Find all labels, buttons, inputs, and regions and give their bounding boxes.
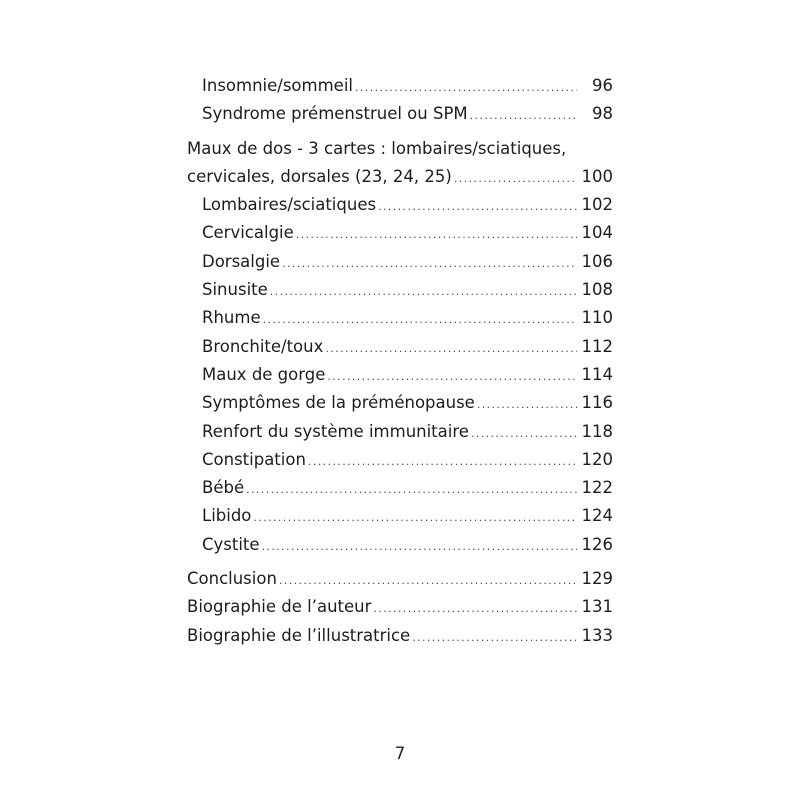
dot-leader [470,102,577,130]
toc-entry-spm [187,100,613,128]
toc-entry-page: 100 [581,166,613,186]
toc-entry-rhume [187,304,613,332]
toc-entry-insomnie [187,72,613,100]
toc-entry-page: 131 [581,597,613,617]
toc-entry-label: Sinusite [202,280,268,300]
toc-entry-bio-illustratrice [187,622,613,650]
dot-leader [270,278,577,306]
toc-entry-bebe [187,474,613,502]
dot-leader [296,221,577,249]
table-of-contents [187,72,613,650]
dot-leader [355,74,577,102]
dot-leader [246,476,577,504]
toc-entry-lombaires [187,191,613,219]
dot-leader [471,420,577,448]
toc-entry-page: 106 [581,251,613,271]
toc-entry-bio-auteur [187,593,613,621]
toc-entry-maux-de-dos [187,135,613,192]
dot-leader [325,335,577,363]
toc-entry-dorsalgie [187,248,613,276]
toc-entry-page: 120 [581,449,613,469]
page-number: 7 [394,744,406,763]
toc-entry-cystite [187,531,613,559]
toc-entry-label: Symptômes de la préménopause [202,393,475,413]
toc-entry-immunitaire [187,418,613,446]
dot-leader [253,504,577,532]
toc-entry-maux-de-gorge [187,361,613,389]
toc-entry-label: Bronchite/toux [202,336,324,356]
dot-leader [279,567,577,595]
toc-entry-page: 104 [581,223,613,243]
toc-entry-label: Maux de gorge [202,364,326,384]
toc-entry-libido [187,502,613,530]
dot-leader [263,306,577,334]
toc-entry-page: 110 [581,308,613,328]
toc-entry-page: 126 [581,534,613,554]
toc-entry-page: 122 [581,478,613,498]
toc-entry-page: 108 [581,280,613,300]
dot-leader [308,448,577,476]
toc-entry-premenopause [187,389,613,417]
toc-entry-page: 129 [581,569,613,589]
toc-entry-page: 112 [581,336,613,356]
toc-entry-label: Biographie de l’auteur [187,597,372,617]
toc-entry-sinusite [187,276,613,304]
toc-entry-label: Rhume [202,308,261,328]
toc-entry-constipation [187,446,613,474]
toc-entry-page: 102 [581,195,613,215]
toc-entry-label: Bébé [202,478,245,498]
toc-entry-label: Conclusion [187,569,277,589]
dot-leader [477,391,577,419]
toc-entry-label: Constipation [202,449,306,469]
dot-leader [454,165,577,193]
toc-entry-page: 118 [581,421,613,441]
dot-leader [373,595,577,623]
toc-entry-label-line1: Maux de dos - 3 cartes : lombaires/sciatiques, [187,138,567,158]
dot-leader [262,533,577,561]
toc-entry-label: Cervicalgie [202,223,294,243]
toc-entry-page: 96 [592,76,613,95]
toc-entry-label: Syndrome prémenstruel ou SPM [202,104,468,124]
toc-entry-label: cervicales, dorsales (23, 24, 25) [187,166,452,186]
dot-leader [378,193,577,221]
toc-entry-label: Insomnie/sommeil [202,76,353,95]
toc-entry-conclusion [187,565,613,593]
toc-entry-label: Renfort du système immunitaire [202,421,469,441]
toc-entry-cervicalgie [187,219,613,247]
toc-entry-page: 124 [581,506,613,526]
toc-entry-page: 116 [581,393,613,413]
toc-entry-label: Lombaires/sciatiques [202,195,377,215]
toc-entry-page: 114 [581,364,613,384]
toc-entry-label: Biographie de l’illustratrice [187,625,411,645]
toc-entry-bronchite [187,333,613,361]
toc-entry-page: 133 [581,625,613,645]
toc-entry-label: Cystite [202,534,260,554]
toc-entry-line2 [187,163,613,191]
dot-leader [282,250,577,278]
toc-entry-label: Dorsalgie [202,251,281,271]
dot-leader [412,624,577,652]
toc-entry-page: 98 [592,104,613,124]
toc-entry-label: Libido [202,506,252,526]
dot-leader [327,363,577,391]
